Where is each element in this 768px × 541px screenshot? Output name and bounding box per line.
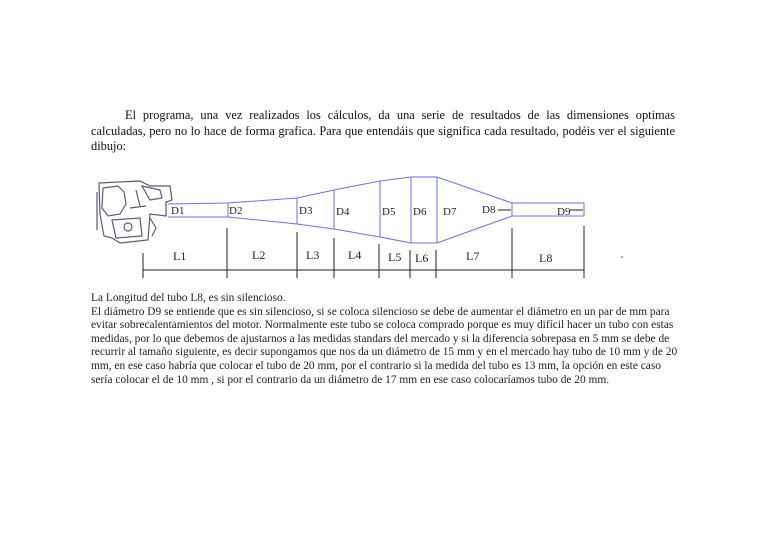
notes-section — [91, 292, 681, 387]
intro-paragraph: El programa, una vez realizados los cálculos, da una serie de resultados de las dimensiones optimas calculadas, pero no lo hace de forma grafica. Para que entendáis que significa cada resultado, podéis ver el siguiente dibujo: — [91, 108, 675, 153]
label-l6: L6 — [415, 251, 429, 265]
label-d4: D4 — [336, 206, 350, 218]
note-d9: El diámetro D9 se entiende que es sin silencioso, si se coloca silencioso se debe de aumentar el diámetro en un par de mm para evitar sobrecalentamientos del motor. Normalmente este tubo se coloca comprado porque es muy difícil hacer un tubo con estas medidas, por lo que debemos de ajustarnos a las medidas standars del mercado y si la diferencia sobrepasa en 5 mm se debe de recurrir al tamaño siguiente, es decir supongamos que nos da un diámetro de 15 mm y en el mercado hay tubo de 10 mm y de 20 mm, en ese caso habría que colocar el tubo de 20 mm, por el contrario si la medida del tubo es 13 mm, la opción en este caso sería colocar el de 10 mm , si por el contrario da un diámetro de 17 mm en ese caso colocaríamos tubo de 20 mm. — [91, 305, 678, 386]
label-d8: D8 — [482, 204, 496, 216]
label-l2: L2 — [252, 248, 266, 262]
stray-dot — [621, 256, 623, 258]
label-d1: D1 — [171, 205, 185, 217]
label-l8: L8 — [539, 251, 553, 265]
label-d6: D6 — [413, 206, 427, 218]
label-l1: L1 — [173, 249, 187, 263]
label-l3: L3 — [306, 248, 320, 262]
label-d3: D3 — [299, 205, 313, 217]
label-d2: D2 — [229, 205, 243, 217]
label-l4: L4 — [348, 248, 362, 262]
length-labels — [173, 248, 552, 265]
label-l5: L5 — [388, 250, 402, 264]
engine-sketch — [97, 181, 172, 243]
label-d5: D5 — [382, 206, 396, 218]
label-d7: D7 — [443, 206, 457, 218]
label-d9: D9 — [557, 206, 571, 218]
note-l8: La Longitud del tubo L8, es sin silencioso. — [91, 292, 286, 304]
label-l7: L7 — [466, 249, 480, 263]
